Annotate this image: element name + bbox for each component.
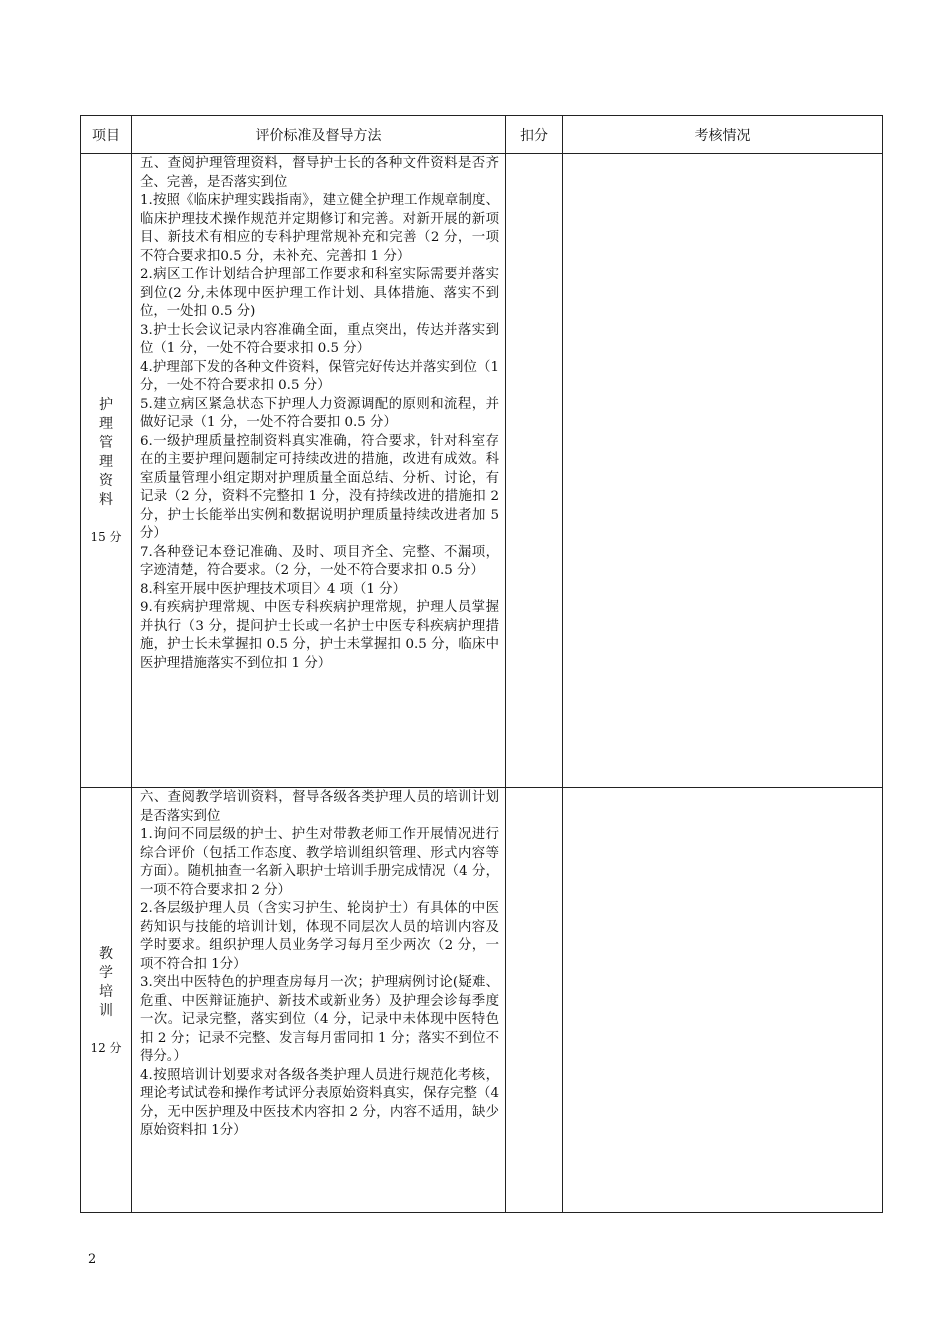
criteria-item: 5.建立病区紧急状态下护理人力资源调配的原则和流程，并做好记录（1 分，一处不符合要扣 0.5 分） — [140, 396, 499, 430]
criteria-item: 7.各种登记本登记准确、及时、项目齐全、完整、不漏项，字迹清楚，符合要求。（2 分，一处不符合要求扣 0.5 分） — [140, 544, 499, 578]
item-cell — [81, 154, 132, 788]
criteria-cell — [132, 788, 506, 1213]
item-char: 资 — [99, 473, 113, 489]
item-score: 12 分 — [90, 1040, 122, 1055]
criteria-heading: 六、查阅教学培训资料，督导各级各类护理人员的培训计划是否落实到位 — [140, 790, 499, 824]
item-char: 培 — [99, 983, 113, 1000]
criteria-item: 8.科室开展中医护理技术项目〉4 项（1 分） — [140, 581, 406, 597]
item-char: 料 — [99, 492, 113, 508]
criteria-item: 2.病区工作计划结合护理部工作要求和科室实际需要并落实到位(2 分,未体现中医护理工作计划、具体措施、落实不到位，一处扣 0.5 分) — [140, 267, 499, 319]
header-assessment: 考核情况 — [563, 116, 883, 154]
criteria-item: 1.询问不同层级的护士、护生对带教老师工作开展情况进行综合评价（包括工作态度、教学培训组织管理、形式内容等方面）。随机抽查一名新入职护士培训手册完成情况（4 分，一项不符合要求扣 2 分） — [140, 827, 499, 898]
item-char: 训 — [99, 1002, 113, 1019]
criteria-item: 3.护士长会议记录内容准确全面，重点突出，传达并落实到位（1 分，一处不符合要求扣 0.5 分） — [140, 322, 499, 356]
criteria-item: 1.按照《临床护理实践指南》，建立健全护理工作规章制度、临床护理技术操作规范并定期修订和完善。对新开展的新项目、新技术有相应的专科护理常规补充和完善（2 分，一项不符合要求扣0.5 分，未补充、完善扣 1 分） — [140, 193, 499, 264]
header-item: 项目 — [81, 116, 132, 154]
deduction-cell[interactable] — [506, 788, 563, 1213]
criteria-item: 3.突出中医特色的护理查房每月一次；护理病例讨论(疑难、危重、中医辩证施护、新技术或新业务）及护理会诊每季度一次。记录完整，落实到位（4 分，记录中未体现中医特色扣 2 分；记录不完整、发言每月雷同扣 1 分；落实不到位不得分。） — [140, 975, 499, 1064]
item-char: 学 — [99, 964, 113, 981]
assessment-cell[interactable] — [563, 788, 883, 1213]
assessment-cell[interactable] — [563, 154, 883, 788]
header-row — [81, 116, 883, 154]
item-char: 理 — [99, 416, 113, 432]
item-char: 护 — [99, 397, 113, 413]
item-char: 教 — [99, 945, 113, 962]
criteria-item: 4.护理部下发的各种文件资料，保管完好传达并落实到位（1 分，一处不符合要求扣 0.5 分） — [140, 359, 499, 393]
page-number: 2 — [88, 1252, 97, 1267]
criteria-item: 2.各层级护理人员（含实习护生、轮岗护士）有具体的中医药知识与技能的培训计划，体现不同层次人员的培训内容及学时要求。组织护理人员业务学习每月至少两次（2 分，一项不符合扣 1分） — [140, 901, 499, 972]
table-row — [81, 154, 883, 788]
item-name-vertical — [81, 396, 131, 510]
header-deduction: 扣分 — [506, 116, 563, 154]
deduction-cell[interactable] — [506, 154, 563, 788]
table-row — [81, 788, 883, 1213]
header-criteria: 评价标准及督导方法 — [132, 116, 506, 154]
criteria-item: 6.一级护理质量控制资料真实准确，符合要求，针对科室存在的主要护理问题制定可持续改进的措施，改进有成效。科室质量管理小组定期对护理质量全面总结、分析、讨论，有记录（2 分，资料不完整扣 1 分，没有持续改进的措施扣 2 分，护士长能举出实例和数据说明护理质量持续改进者加 5 分） — [140, 433, 499, 541]
criteria-item: 9.有疾病护理常规、中医专科疾病护理常规，护理人员掌握并执行（3 分，提问护士长或一名护士中医专科疾病护理措施，护士长未掌握扣 0.5 分，护士未掌握扣 0.5 分，临床中医护理措施落实不到位扣 1 分） — [140, 600, 499, 671]
criteria-heading: 五、查阅护理管理资料，督导护士长的各种文件资料是否齐全、完善，是否落实到位 — [140, 156, 499, 190]
evaluation-table — [80, 115, 883, 1213]
criteria-item: 4.按照培训计划要求对各级各类护理人员进行规范化考核，理论考试试卷和操作考试评分表原始资料真实，保存完整（4 分，无中医护理及中医技术内容扣 2 分，内容不适用，缺少原始资料扣 1分） — [140, 1067, 499, 1138]
item-char: 理 — [99, 454, 113, 470]
item-score: 15 分 — [90, 530, 122, 544]
item-name-vertical — [81, 945, 131, 1021]
item-cell — [81, 788, 132, 1213]
item-char: 管 — [99, 435, 113, 451]
criteria-cell — [132, 154, 506, 788]
